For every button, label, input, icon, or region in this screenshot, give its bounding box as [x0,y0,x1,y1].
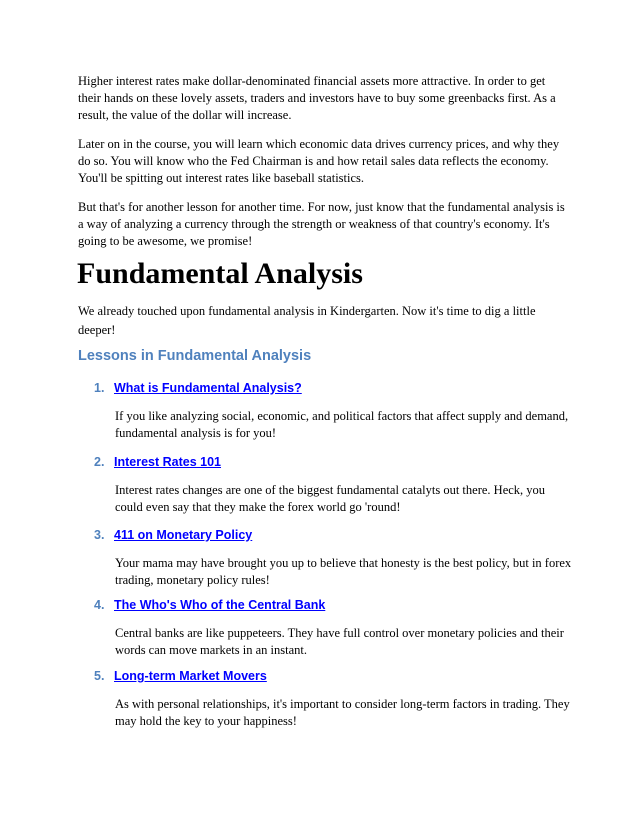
section-title: Fundamental Analysis [77,257,363,290]
lesson-link-central-bank[interactable]: The Who's Who of the Central Bank [114,598,326,612]
intro-paragraph: But that's for another lesson for another time. For now, just know that the fundamental analysis is a way of analyzing a currency through the strength or weakness of that country's economy. It's going to be awesome, we promise! [78,200,565,248]
lesson-description: Interest rates changes are one of the biggest fundamental catalyts out there. Heck, you could even say that they make the forex world go 'round! [115,483,546,514]
item-number: 3. [94,528,105,542]
intro-paragraph: Later on in the course, you will learn which economic data drives currency prices, and why they do so. You will know who the Fed Chairman is and how retail sales data reflects the economy. You'll be spitting out interest rates like baseball statistics. [78,137,560,185]
item-number: 4. [94,598,105,612]
item-number: 2. [94,455,105,469]
intro-text [78,73,568,262]
lesson-link-long-term-market-movers[interactable]: Long-term Market Movers [114,669,267,683]
lesson-description: Central banks are like puppeteers. They have full control over monetary policies and their words can move markets in an instant. [115,626,564,657]
lesson-description: Your mama may have brought you up to believe that honesty is the best policy, but in forex trading, monetary policy rules! [115,556,572,587]
lesson-link-interest-rates-101[interactable]: Interest Rates 101 [114,455,222,469]
lessons-heading: Lessons in Fundamental Analysis [78,348,312,364]
lesson-link-411-on-monetary-policy[interactable]: 411 on Monetary Policy [114,528,253,542]
intro-paragraph: Higher interest rates make dollar-denominated financial assets more attractive. In order to get their hands on these lovely assets, traders and investors have to buy some greenbacks first. As a result, the value of the dollar will increase. [78,74,556,122]
item-number: 5. [94,669,105,683]
item-number: 1. [94,381,105,395]
lesson-description: If you like analyzing social, economic, and political factors that affect supply and demand, fundamental analysis is for you! [115,409,569,440]
lesson-description: As with personal relationships, it's important to consider long-term factors in trading. They may hold the key to your happiness! [115,697,570,728]
section-lead: We already touched upon fundamental analysis in Kindergarten. Now it's time to dig a little deeper! [78,304,536,337]
lesson-link-what-is-fundamental-analysis[interactable]: What is Fundamental Analysis? [114,381,302,395]
